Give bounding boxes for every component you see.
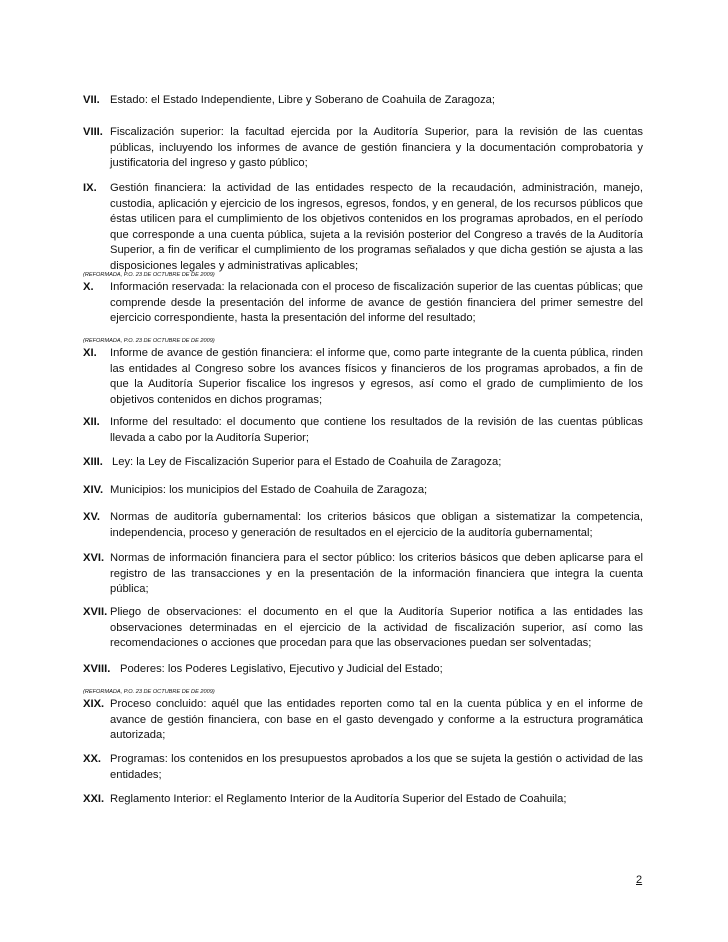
item-number: XIV. [83, 484, 104, 496]
item-text: Poderes: los Poderes Legislativo, Ejecutivo y Judicial del Estado; [120, 663, 443, 675]
item-number: XVII. [83, 606, 108, 618]
item-text: Proceso concluido: aquél que las entidades reporten como tal en la cuenta pública y en el informe de avance de gestión financiera, con base en el gasto devengado y conforme a la estructura programática autorizada; [110, 698, 643, 742]
list-item [83, 483, 643, 499]
list-item [83, 125, 643, 172]
item-number: XVIII. [83, 663, 111, 675]
item-text: Normas de información financiera para el sector público: los criterios básicos que deben aplicarse para el registro de las transacciones y en la presentación de la información financiera que integra la cuenta pública; [110, 552, 643, 596]
list-item [83, 551, 643, 598]
item-number: VIII. [83, 126, 103, 138]
item-number: XV. [83, 511, 101, 523]
list-item [83, 792, 643, 808]
item-text: Reglamento Interior: el Reglamento Interior de la Auditoría Superior del Estado de Coahuila; [110, 793, 567, 805]
item-number: XX. [83, 753, 102, 765]
page-number: 2 [636, 874, 643, 886]
item-text: Informe del resultado: el documento que contiene los resultados de la revisión de las cuentas públicas llevada a cabo por la Auditoría Superior; [110, 416, 643, 444]
item-number: X. [83, 281, 94, 293]
item-number: VII. [83, 94, 100, 106]
list-item [83, 455, 643, 471]
list-item [83, 337, 643, 408]
item-number: IX. [83, 182, 97, 194]
list-item [83, 415, 643, 446]
amendment-note: (REFORMADA, P.O. 23 DE OCTUBRE DE DE 2009) [83, 272, 215, 278]
list-item [83, 605, 643, 652]
item-number: XXI. [83, 793, 105, 805]
item-text: Informe de avance de gestión financiera: el informe que, como parte integrante de la cuenta pública, rinden las entidades al Congreso sobre los avances físicos y financieros de los programas aprobados, a fin de que la Auditoría Superior fiscalice los ingresos y egresos, así como el grado de cumplimiento de los objetivos contenidos en dichos programas; [110, 347, 643, 406]
item-text: Municipios: los municipios del Estado de Coahuila de Zaragoza; [110, 484, 428, 496]
item-number: XIX. [83, 698, 105, 710]
item-text: Pliego de observaciones: el documento en el que la Auditoría Superior notifica a las entidades las observaciones determinadas en el ejercicio de la actividad de fiscalización superior, así como las recomendaciones o acciones que procedan para que las observaciones puedan ser solventadas; [110, 606, 643, 650]
list-item [83, 93, 643, 109]
item-text: Programas: los contenidos en los presupuestos aprobados a los que se sujeta la gestión o actividad de las entidades; [110, 753, 643, 781]
amendment-note: (REFORMADA, P.O. 23 DE OCTUBRE DE DE 2009) [83, 689, 215, 695]
list-item [83, 181, 643, 275]
item-text: Normas de auditoría gubernamental: los criterios básicos que obligan a sistematizar la competencia, independencia, proceso y generación de resultados en el ejercicio de la auditoría gubernamental; [110, 511, 643, 539]
item-text: Fiscalización superior: la facultad ejercida por la Auditoría Superior, para la revisión de las cuentas públicas, incluyendo los informes de avance de gestión financiera y la documentación comprobatoria y justificatoria del ingreso y gasto público; [110, 126, 643, 170]
list-item [83, 271, 643, 327]
item-text: Gestión financiera: la actividad de las entidades respecto de la recaudación, administración, manejo, custodia, aplicación y ejercicio de los ingresos, egresos, fondos, y en general, de los recursos públicos que éstas utilicen para el cumplimiento de los objetivos contenidos en los programas aprobados, en el período que corresponde a una cuenta pública, sujeta a la revisión posterior del Congreso a través de la Auditoría Superior, a fin de verificar el cumplimiento de los programas señalados y que dicha gestión se ajusta a las disposiciones legales y administrativas aplicables; [110, 182, 643, 272]
list-item [83, 662, 643, 678]
list-item [83, 688, 643, 744]
item-text: Estado: el Estado Independiente, Libre y Soberano de Coahuila de Zaragoza; [110, 94, 495, 106]
item-text: Información reservada: la relacionada con el proceso de fiscalización superior de las cuentas públicas; que comprende desde la presentación del informe de avance de gestión financiera del primer semestre del ejercicio correspondiente, hasta la presentación del informe del resultado; [110, 281, 643, 325]
amendment-note: (REFORMADA, P.O. 23 DE OCTUBRE DE DE 2009) [83, 338, 215, 344]
item-number: XVI. [83, 552, 105, 564]
list-item [83, 752, 643, 783]
item-number: XIII. [83, 456, 103, 468]
item-number: XII. [83, 416, 100, 428]
list-item [83, 510, 643, 541]
item-text: Ley: la Ley de Fiscalización Superior para el Estado de Coahuila de Zaragoza; [112, 456, 502, 468]
item-number: XI. [83, 347, 97, 359]
